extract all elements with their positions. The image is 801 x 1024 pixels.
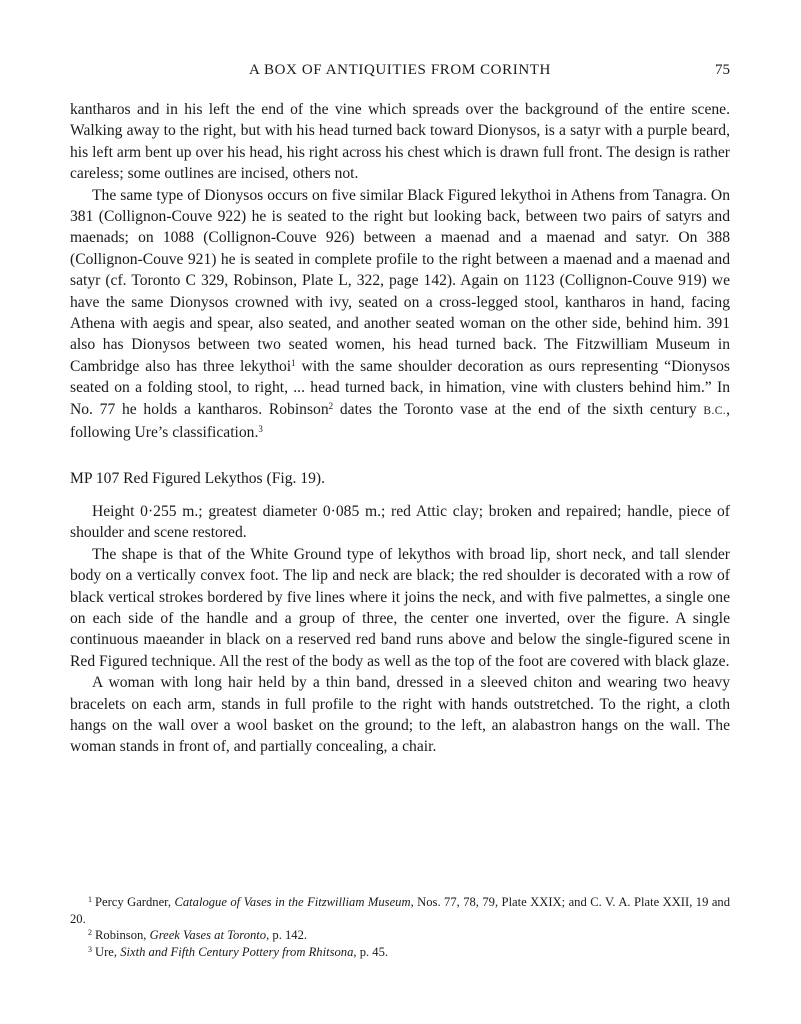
- citation-title: Catalogue of Vases in the Fitzwilliam Museum: [174, 895, 411, 909]
- footnote-mark: 2: [88, 928, 92, 938]
- paragraph-text: , following Ure’s classification.: [70, 400, 730, 442]
- footnote-ref-1[interactable]: 1: [291, 357, 296, 368]
- footnote-text: , Nos. 77, 78, 79, Plate XXIX; and C. V. A. Plate XXII, 19 and 20.: [70, 895, 730, 926]
- footnote-1: [70, 894, 730, 927]
- footnote-3: [70, 944, 730, 961]
- citation-title: Sixth and Fifth Century Pottery from Rhitsona: [120, 944, 354, 959]
- footnote-text: Ure,: [95, 944, 121, 959]
- paragraph-dimensions: Height 0·255 m.; greatest diameter 0·085 m.; red Attic clay; broken and repaired; handle, piece of shoulder and scene restored.: [70, 502, 730, 542]
- footnote-text: , p. 45.: [353, 944, 389, 959]
- running-title: A BOX OF ANTIQUITIES FROM CORINTH: [249, 62, 551, 78]
- paragraph-text: The same type of Dionysos occurs on five similar Black Figured lekythoi in Athens from Tanagra. On 381 (Collignon-Couve 922) he is seated to the right but looking back, between two pairs of satyrs and maenads; on 1088 (Collignon-Couve 926) between a maenad and a maenad and satyr. On 388 (Collignon-Couve 921) he is seated in complete profile to the right between a maenad and a maenad and satyr (cf. Toronto C 329, Robinson, Plate L, 322, page 142). Again on 1123 (Collignon-Couve 919) we have the same Dionysos crowned with ivy, seated on a cross-legged stool, kantharos in hand, facing Athena with aegis and spear, also seated, and another seated woman on the other side, behind him. 391 also has Dionysos between two seated women, his head turned back. The Fitzwilliam Museum in Cambridge also has three lekythoi: [70, 186, 730, 375]
- main-text: [70, 99, 730, 758]
- footnote-text: , p. 142.: [266, 928, 308, 943]
- footnote-2: [70, 927, 730, 944]
- citation-title: Greek Vases at Toronto: [149, 928, 267, 943]
- section-heading: MP 107 Red Figured Lekythos (Fig. 19).: [70, 469, 325, 487]
- footnote-mark: 1: [88, 895, 92, 904]
- running-header: [70, 62, 730, 84]
- paragraph-scene: A woman with long hair held by a thin band, dressed in a sleeved chiton and wearing two heavy bracelets on each arm, stands in full profile to the right with hands outstretched. To the right, a cloth hangs on the wall over a wool basket on the ground; to the left, an alabastron hangs on the wall. The woman stands in front of, and partially concealing, a chair.: [70, 674, 730, 756]
- era-abbreviation: B.C.: [703, 404, 727, 417]
- paragraph-text: with the same shoulder decoration as ours representing “Dionysos seated on a folding stool, to right, ... head turned back, in himation, vine with clusters behind him.” In No. 77 he holds a kantharos. Robinson: [70, 357, 730, 418]
- footnote-text: Percy Gardner,: [95, 895, 175, 909]
- footnote-ref-3[interactable]: 3: [258, 424, 263, 435]
- paragraph-text: dates the Toronto vase at the end of the sixth century: [333, 400, 704, 418]
- footnotes: [70, 894, 730, 960]
- paragraph-dionysos-parallels: [70, 185, 730, 444]
- footnote-mark: 3: [88, 944, 92, 954]
- footnote-text: Robinson,: [95, 928, 150, 943]
- paragraph-continuation: kantharos and in his left the end of the vine which spreads over the background of the entire scene. Walking away to the right, but with his head turned back toward Dionysos, is a satyr with a purple beard, his left arm bent up over his head, his right across his chest which is drawn full front. The design is rather careless; some outlines are incised, others not.: [70, 101, 730, 183]
- footnote-ref-2[interactable]: 2: [328, 400, 334, 411]
- paragraph-shape: The shape is that of the White Ground type of lekythos with broad lip, short neck, and tall slender body on a vertically convex foot. The lip and neck are black; the red shoulder is decorated with a row of black vertical strokes bordered by five lines where it joins the neck, and with five palmettes, a single one on each side of the handle and a group of three, the center one inverted, over the figure. A single continuous maeander in black on a reserved red band runs above and below the single-figured scene in Red Figured technique. All the rest of the body as well as the top of the foot are covered with black glaze.: [70, 545, 730, 670]
- page-number: 75: [715, 62, 730, 78]
